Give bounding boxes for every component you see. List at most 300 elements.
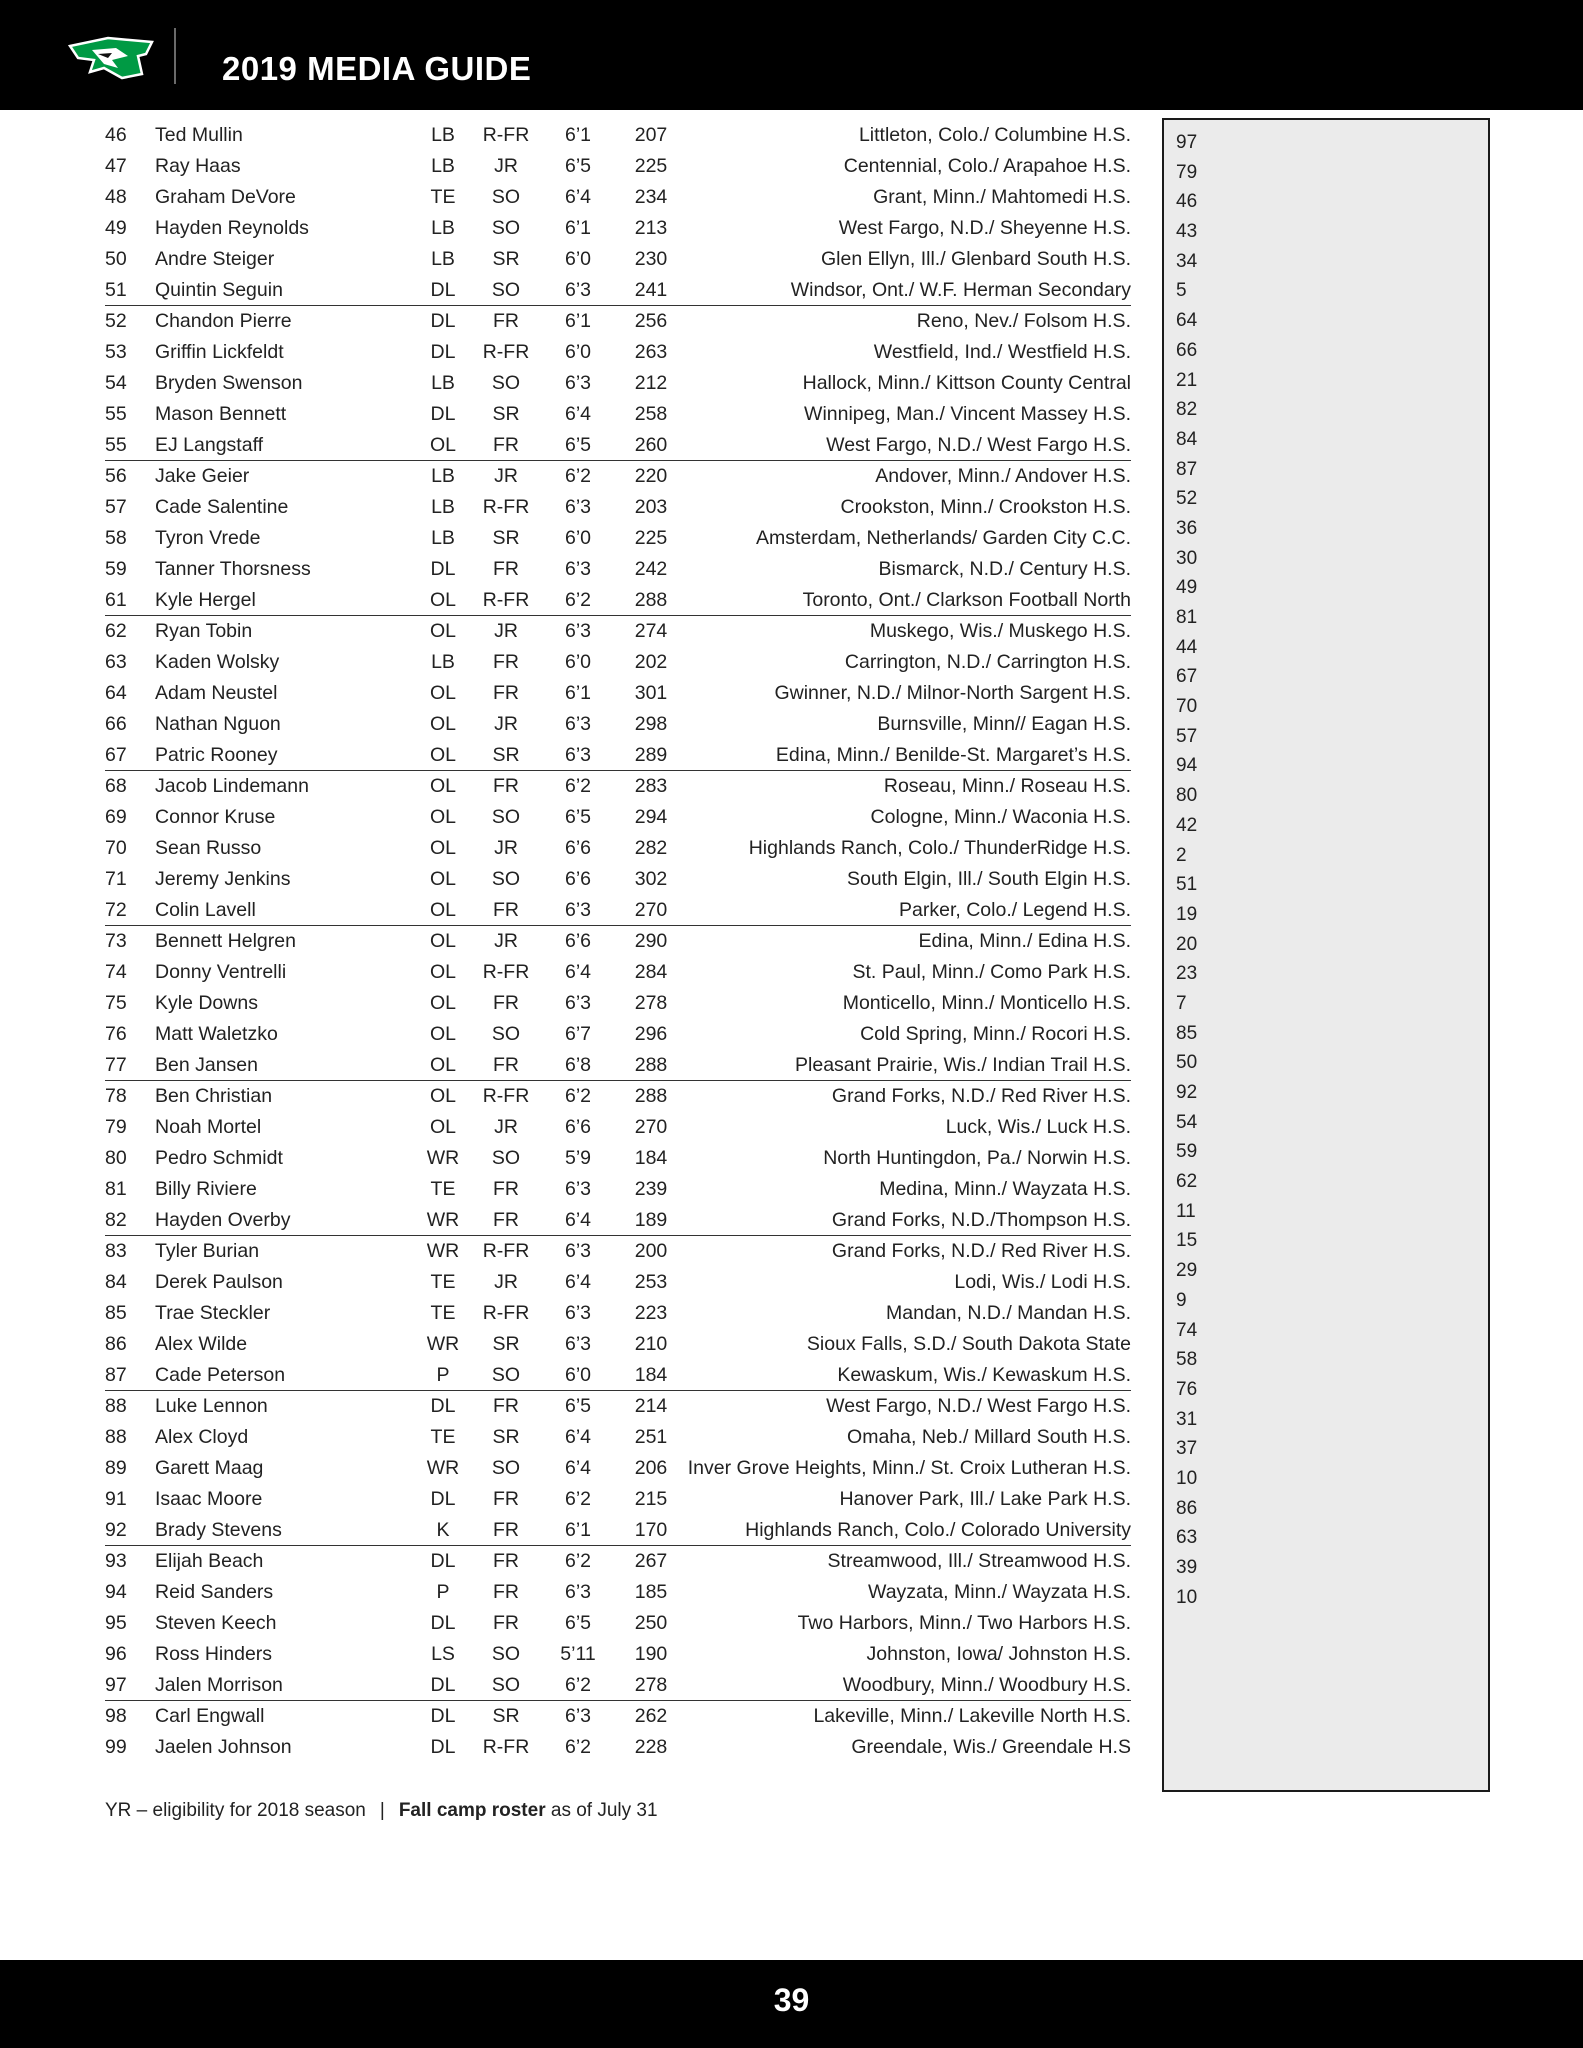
hometown-school: Reno, Nev./ Folsom H.S. [916, 310, 1131, 332]
weight: 190 [634, 1643, 668, 1665]
jersey-number: 74 [105, 961, 127, 983]
position: OL [429, 961, 456, 983]
index-number: 50 [1176, 1052, 1198, 1074]
weight: 223 [634, 1302, 668, 1324]
roster-row [105, 957, 1131, 988]
position: WR [426, 1240, 460, 1262]
index-row [1164, 1286, 1488, 1316]
index-row [1164, 455, 1488, 485]
index-number: 63 [1176, 1527, 1198, 1549]
hometown-school: Andover, Minn./ Andover H.S. [875, 465, 1131, 487]
player-name: Quintin Seguin [155, 279, 283, 301]
class-year: FR [493, 1054, 519, 1076]
index-row [1164, 959, 1488, 989]
jersey-number: 53 [105, 341, 127, 363]
height: 6’2 [564, 1550, 592, 1572]
hometown-school: West Fargo, N.D./ Sheyenne H.S. [838, 217, 1131, 239]
weight: 210 [634, 1333, 668, 1355]
class-year: SR [492, 1333, 520, 1355]
class-year: FR [493, 434, 519, 456]
height: 6’3 [564, 496, 592, 518]
hometown-school: St. Paul, Minn./ Como Park H.S. [852, 961, 1131, 983]
jersey-number: 95 [105, 1612, 127, 1634]
player-name: Brady Stevens [155, 1519, 282, 1541]
height: 6’0 [564, 1364, 592, 1386]
weight: 302 [634, 868, 668, 890]
player-name: Andre Steiger [155, 248, 275, 270]
index-number: 59 [1176, 1141, 1198, 1163]
roster-row [105, 988, 1131, 1019]
height: 6’1 [564, 682, 592, 704]
jersey-number: 77 [105, 1054, 127, 1076]
weight: 189 [634, 1209, 668, 1231]
player-name: Tyler Burian [155, 1240, 260, 1262]
position: OL [429, 899, 456, 921]
class-year: R-FR [482, 961, 530, 983]
index-row [1164, 1167, 1488, 1197]
position: LB [431, 496, 455, 518]
jersey-number: 57 [105, 496, 127, 518]
index-row [1164, 336, 1488, 366]
index-row [1164, 276, 1488, 306]
index-row [1164, 306, 1488, 336]
position: DL [430, 1550, 456, 1572]
player-name: Jalen Morrison [155, 1674, 283, 1696]
position: DL [430, 1674, 456, 1696]
index-row [1164, 692, 1488, 722]
index-number: 76 [1176, 1378, 1198, 1400]
roster-row [105, 1112, 1131, 1143]
position: DL [430, 341, 456, 363]
fall-camp-label: Fall camp roster [398, 1800, 546, 1821]
hometown-school: South Elgin, Ill./ South Elgin H.S. [847, 868, 1131, 890]
class-year: FR [493, 558, 519, 580]
index-row [1164, 1464, 1488, 1494]
index-number: 9 [1176, 1289, 1187, 1311]
roster-row [105, 523, 1131, 554]
jersey-number: 59 [105, 558, 127, 580]
index-number: 20 [1176, 933, 1198, 955]
index-row [1164, 573, 1488, 603]
hometown-school: Edina, Minn./ Edina H.S. [918, 930, 1131, 952]
index-number: 81 [1176, 607, 1198, 628]
weight: 200 [634, 1240, 668, 1262]
player-name: Carl Engwall [155, 1705, 265, 1727]
weight: 184 [634, 1364, 668, 1386]
roster-row [105, 337, 1131, 368]
class-year: FR [493, 682, 519, 704]
weight: 225 [634, 155, 668, 177]
position: OL [429, 992, 456, 1014]
player-name: Billy Riviere [155, 1178, 257, 1200]
weight: 298 [634, 713, 668, 735]
player-name: Ben Jansen [155, 1054, 258, 1076]
position: TE [430, 1178, 456, 1200]
hometown-school: Parker, Colo./ Legend H.S. [899, 899, 1131, 921]
class-year: FR [493, 1550, 519, 1572]
index-number: 51 [1176, 874, 1198, 896]
player-name: Cade Salentine [155, 496, 289, 518]
index-number: 49 [1176, 577, 1198, 599]
index-number: 7 [1176, 992, 1187, 1014]
jersey-number: 72 [105, 899, 127, 921]
index-number: 67 [1176, 666, 1198, 688]
weight: 288 [634, 1054, 668, 1076]
position: LB [431, 124, 455, 146]
player-name: Adam Neustel [155, 682, 278, 704]
roster-row [105, 895, 1131, 926]
class-year: SR [492, 527, 520, 549]
height: 6’3 [564, 372, 592, 394]
weight: 250 [634, 1612, 668, 1634]
hometown-school: Johnston, Iowa/ Johnston H.S. [866, 1643, 1131, 1665]
class-year: FR [493, 1612, 519, 1634]
weight: 234 [634, 186, 668, 208]
jersey-number: 75 [105, 992, 127, 1014]
roster-row [105, 1484, 1131, 1515]
roster-row [105, 647, 1131, 678]
index-number: 29 [1176, 1260, 1198, 1282]
page-header [0, 0, 1583, 110]
jersey-number: 67 [105, 744, 127, 766]
page-title: 2019 MEDIA GUIDE [222, 50, 532, 87]
hometown-school: Cologne, Minn./ Waconia H.S. [870, 806, 1131, 828]
jersey-number: 88 [105, 1395, 127, 1417]
class-year: FR [493, 992, 519, 1014]
jersey-number: 69 [105, 806, 127, 828]
hometown-school: Grand Forks, N.D./ Red River H.S. [831, 1085, 1131, 1107]
hometown-school: Cold Spring, Minn./ Rocori H.S. [860, 1023, 1131, 1045]
weight: 170 [634, 1519, 668, 1541]
index-number: 34 [1176, 250, 1198, 272]
class-year: FR [493, 899, 519, 921]
class-year: FR [493, 1209, 519, 1231]
roster-row [105, 1143, 1131, 1174]
index-row [1164, 1078, 1488, 1108]
position: OL [429, 620, 456, 642]
weight: 230 [634, 248, 668, 270]
hometown-school: Amsterdam, Netherlands/ Garden City C.C. [756, 527, 1131, 549]
roster-row [105, 213, 1131, 244]
class-year: SO [491, 1643, 521, 1665]
index-row [1164, 1256, 1488, 1286]
height: 6’2 [564, 1674, 592, 1696]
index-row [1164, 425, 1488, 455]
index-row [1164, 514, 1488, 544]
weight: 256 [634, 310, 668, 332]
class-year: FR [493, 1395, 519, 1417]
roster-row [105, 399, 1131, 430]
roster-row [105, 244, 1131, 275]
hometown-school: Inver Grove Heights, Minn./ St. Croix Lutheran H.S. [687, 1457, 1131, 1479]
position: K [436, 1519, 450, 1541]
index-number: 54 [1176, 1111, 1198, 1133]
index-number: 57 [1176, 725, 1198, 747]
alphabetical-roster-index [1162, 118, 1490, 1792]
weight: 282 [634, 837, 668, 859]
weight: 251 [634, 1426, 668, 1448]
position: OL [429, 868, 456, 890]
hometown-school: Lodi, Wis./ Lodi H.S. [954, 1271, 1131, 1293]
position: OL [429, 806, 456, 828]
jersey-number: 94 [105, 1581, 127, 1603]
roster-row [105, 1267, 1131, 1298]
height: 6’2 [564, 775, 592, 797]
hometown-school: Carrington, N.D./ Carrington H.S. [844, 651, 1131, 673]
player-name: Luke Lennon [155, 1395, 268, 1417]
player-name: Mason Bennett [155, 403, 287, 425]
height: 6’2 [564, 465, 592, 487]
jersey-number: 81 [105, 1178, 127, 1200]
class-year: R-FR [482, 341, 530, 363]
roster-row [105, 1329, 1131, 1360]
height: 6’3 [564, 1581, 592, 1603]
class-year: FR [493, 310, 519, 332]
roster-row [105, 430, 1131, 461]
index-row [1164, 187, 1488, 217]
position: DL [430, 1488, 456, 1510]
roster-row [105, 1081, 1131, 1112]
index-number: 43 [1176, 221, 1198, 243]
index-row [1164, 1108, 1488, 1138]
player-name: Hayden Reynolds [155, 217, 309, 239]
height: 6’6 [564, 930, 592, 952]
class-year: JR [494, 155, 518, 177]
height: 5’9 [564, 1147, 592, 1169]
index-number: 84 [1176, 428, 1198, 450]
class-year: JR [494, 837, 518, 859]
roster-row [105, 275, 1131, 306]
position: DL [430, 1736, 456, 1758]
height: 6’4 [564, 961, 592, 983]
class-year: SO [491, 806, 521, 828]
index-row [1164, 841, 1488, 871]
weight: 242 [634, 558, 668, 580]
roster-row [105, 120, 1131, 151]
player-name: Ted Mullin [155, 124, 243, 146]
position: OL [429, 589, 456, 611]
height: 6’2 [564, 1085, 592, 1107]
index-row [1164, 751, 1488, 781]
index-row [1164, 1345, 1488, 1375]
player-name: Jeremy Jenkins [155, 868, 291, 890]
class-year: SO [491, 1674, 521, 1696]
position: OL [429, 837, 456, 859]
class-year: SO [491, 1147, 521, 1169]
weight: 184 [634, 1147, 668, 1169]
jersey-number: 50 [105, 248, 127, 270]
jersey-number: 51 [105, 279, 127, 301]
position: OL [429, 930, 456, 952]
height: 6’3 [564, 620, 592, 642]
player-name: Sean Russo [155, 837, 262, 859]
weight: 296 [634, 1023, 668, 1045]
index-row [1164, 544, 1488, 574]
position: OL [429, 775, 456, 797]
index-number: 92 [1176, 1082, 1198, 1103]
jersey-number: 93 [105, 1550, 127, 1572]
class-year: JR [494, 713, 518, 735]
height: 6’5 [564, 1612, 592, 1634]
height: 6’3 [564, 1178, 592, 1200]
height: 6’4 [564, 1426, 592, 1448]
index-number: 5 [1176, 280, 1187, 302]
index-row [1164, 366, 1488, 396]
hometown-school: Glen Ellyn, Ill./ Glenbard South H.S. [821, 248, 1131, 270]
jersey-number: 52 [105, 310, 127, 332]
height: 6’1 [564, 1519, 592, 1541]
index-number: 87 [1176, 458, 1198, 480]
player-name: Isaac Moore [155, 1488, 263, 1510]
player-name: Noah Mortel [155, 1116, 262, 1138]
index-number: 21 [1176, 369, 1198, 391]
position: LB [431, 651, 455, 673]
height: 6’3 [564, 992, 592, 1014]
player-name: Connor Kruse [155, 806, 276, 828]
player-name: Colin Lavell [155, 899, 256, 921]
index-row [1164, 484, 1488, 514]
hometown-school: Crookston, Minn./ Crookston H.S. [840, 496, 1131, 518]
hometown-school: Omaha, Neb./ Millard South H.S. [847, 1426, 1131, 1448]
index-row [1164, 900, 1488, 930]
weight: 274 [634, 620, 668, 642]
player-name: Tyron Vrede [155, 527, 261, 549]
jersey-number: 47 [105, 155, 127, 177]
position: WR [426, 1457, 460, 1479]
class-year: JR [494, 465, 518, 487]
jersey-number: 54 [105, 372, 127, 394]
hometown-school: Streamwood, Ill./ Streamwood H.S. [827, 1550, 1131, 1572]
jersey-number: 98 [105, 1705, 127, 1727]
position: OL [429, 434, 456, 456]
roster-row [105, 151, 1131, 182]
index-row [1164, 603, 1488, 633]
page-number: 39 [773, 1982, 810, 2018]
index-number: 86 [1176, 1497, 1198, 1519]
class-year: R-FR [482, 1302, 530, 1324]
hometown-school: Kewaskum, Wis./ Kewaskum H.S. [837, 1364, 1131, 1386]
height: 6’6 [564, 1116, 592, 1138]
weight: 212 [634, 372, 668, 394]
hometown-school: Burnsville, Minn// Eagan H.S. [877, 713, 1131, 735]
index-number: 97 [1176, 132, 1198, 153]
height: 6’3 [564, 899, 592, 921]
jersey-number: 46 [105, 124, 127, 146]
roster-row [105, 616, 1131, 647]
weight: 203 [634, 496, 668, 518]
hometown-school: Grand Forks, N.D./Thompson H.S. [831, 1209, 1131, 1231]
class-year: JR [494, 620, 518, 642]
hometown-school: Two Harbors, Minn./ Two Harbors H.S. [797, 1612, 1131, 1634]
height: 6’5 [564, 434, 592, 456]
height: 6’8 [564, 1054, 592, 1076]
position: DL [430, 1395, 456, 1417]
jersey-number: 68 [105, 775, 127, 797]
roster-row [105, 306, 1131, 337]
height: 5’11 [560, 1643, 596, 1665]
hometown-school: Highlands Ranch, Colo./ Colorado University [745, 1519, 1131, 1541]
position: WR [426, 1209, 460, 1231]
class-year: SR [492, 248, 520, 270]
class-year: FR [493, 1519, 519, 1541]
class-year: SO [491, 372, 521, 394]
player-name: Griffin Lickfeldt [155, 341, 284, 363]
height: 6’3 [564, 1240, 592, 1262]
weight: 213 [634, 217, 668, 239]
index-row [1164, 1137, 1488, 1167]
roster-table [105, 120, 1131, 1763]
hometown-school: Centennial, Colo./ Arapahoe H.S. [843, 155, 1131, 177]
index-number: 66 [1176, 339, 1198, 361]
weight: 258 [634, 403, 668, 425]
index-row [1164, 1434, 1488, 1464]
jersey-number: 70 [105, 837, 127, 859]
class-year: FR [493, 1178, 519, 1200]
index-list [1164, 120, 1488, 1612]
position: LB [431, 217, 455, 239]
jersey-number: 63 [105, 651, 127, 673]
roster-row [105, 1546, 1131, 1577]
height: 6’3 [564, 744, 592, 766]
roster-row [105, 585, 1131, 616]
position: WR [426, 1147, 460, 1169]
jersey-number: 91 [105, 1488, 127, 1510]
position: LS [431, 1643, 455, 1665]
height: 6’5 [564, 1395, 592, 1417]
hometown-school: West Fargo, N.D./ West Fargo H.S. [826, 1395, 1131, 1417]
index-number: 36 [1176, 517, 1198, 539]
jersey-number: 78 [105, 1085, 127, 1107]
class-year: SO [491, 217, 521, 239]
index-row [1164, 1405, 1488, 1435]
index-number: 79 [1176, 161, 1198, 183]
weight: 220 [634, 465, 668, 487]
player-name: Alex Wilde [155, 1333, 248, 1355]
position: LB [431, 155, 455, 177]
class-year: FR [493, 1581, 519, 1603]
hometown-school: Hanover Park, Ill./ Lake Park H.S. [839, 1488, 1131, 1510]
index-number: 31 [1176, 1408, 1198, 1430]
hometown-school: Medina, Minn./ Wayzata H.S. [879, 1178, 1131, 1200]
height: 6’4 [564, 1457, 592, 1479]
jersey-number: 55 [105, 434, 127, 456]
weight: 263 [634, 341, 668, 363]
player-name: Jacob Lindemann [155, 775, 309, 797]
position: P [436, 1364, 450, 1386]
height: 6’1 [564, 124, 592, 146]
jersey-number: 76 [105, 1023, 127, 1045]
height: 6’1 [564, 217, 592, 239]
roster-row [105, 864, 1131, 895]
position: P [436, 1581, 450, 1603]
jersey-number: 86 [105, 1333, 127, 1355]
weight: 290 [634, 930, 668, 952]
roster-row [105, 1608, 1131, 1639]
weight: 225 [634, 527, 668, 549]
index-row [1164, 1523, 1488, 1553]
jersey-number: 80 [105, 1147, 127, 1169]
class-year: FR [493, 651, 519, 673]
roster-row [105, 1422, 1131, 1453]
index-number: 30 [1176, 547, 1198, 569]
jersey-number: 89 [105, 1457, 127, 1479]
height: 6’0 [564, 248, 592, 270]
class-year: SR [492, 1426, 520, 1448]
jersey-number: 62 [105, 620, 127, 642]
weight: 207 [634, 124, 668, 146]
hometown-school: Bismarck, N.D./ Century H.S. [878, 558, 1131, 580]
index-row [1164, 930, 1488, 960]
